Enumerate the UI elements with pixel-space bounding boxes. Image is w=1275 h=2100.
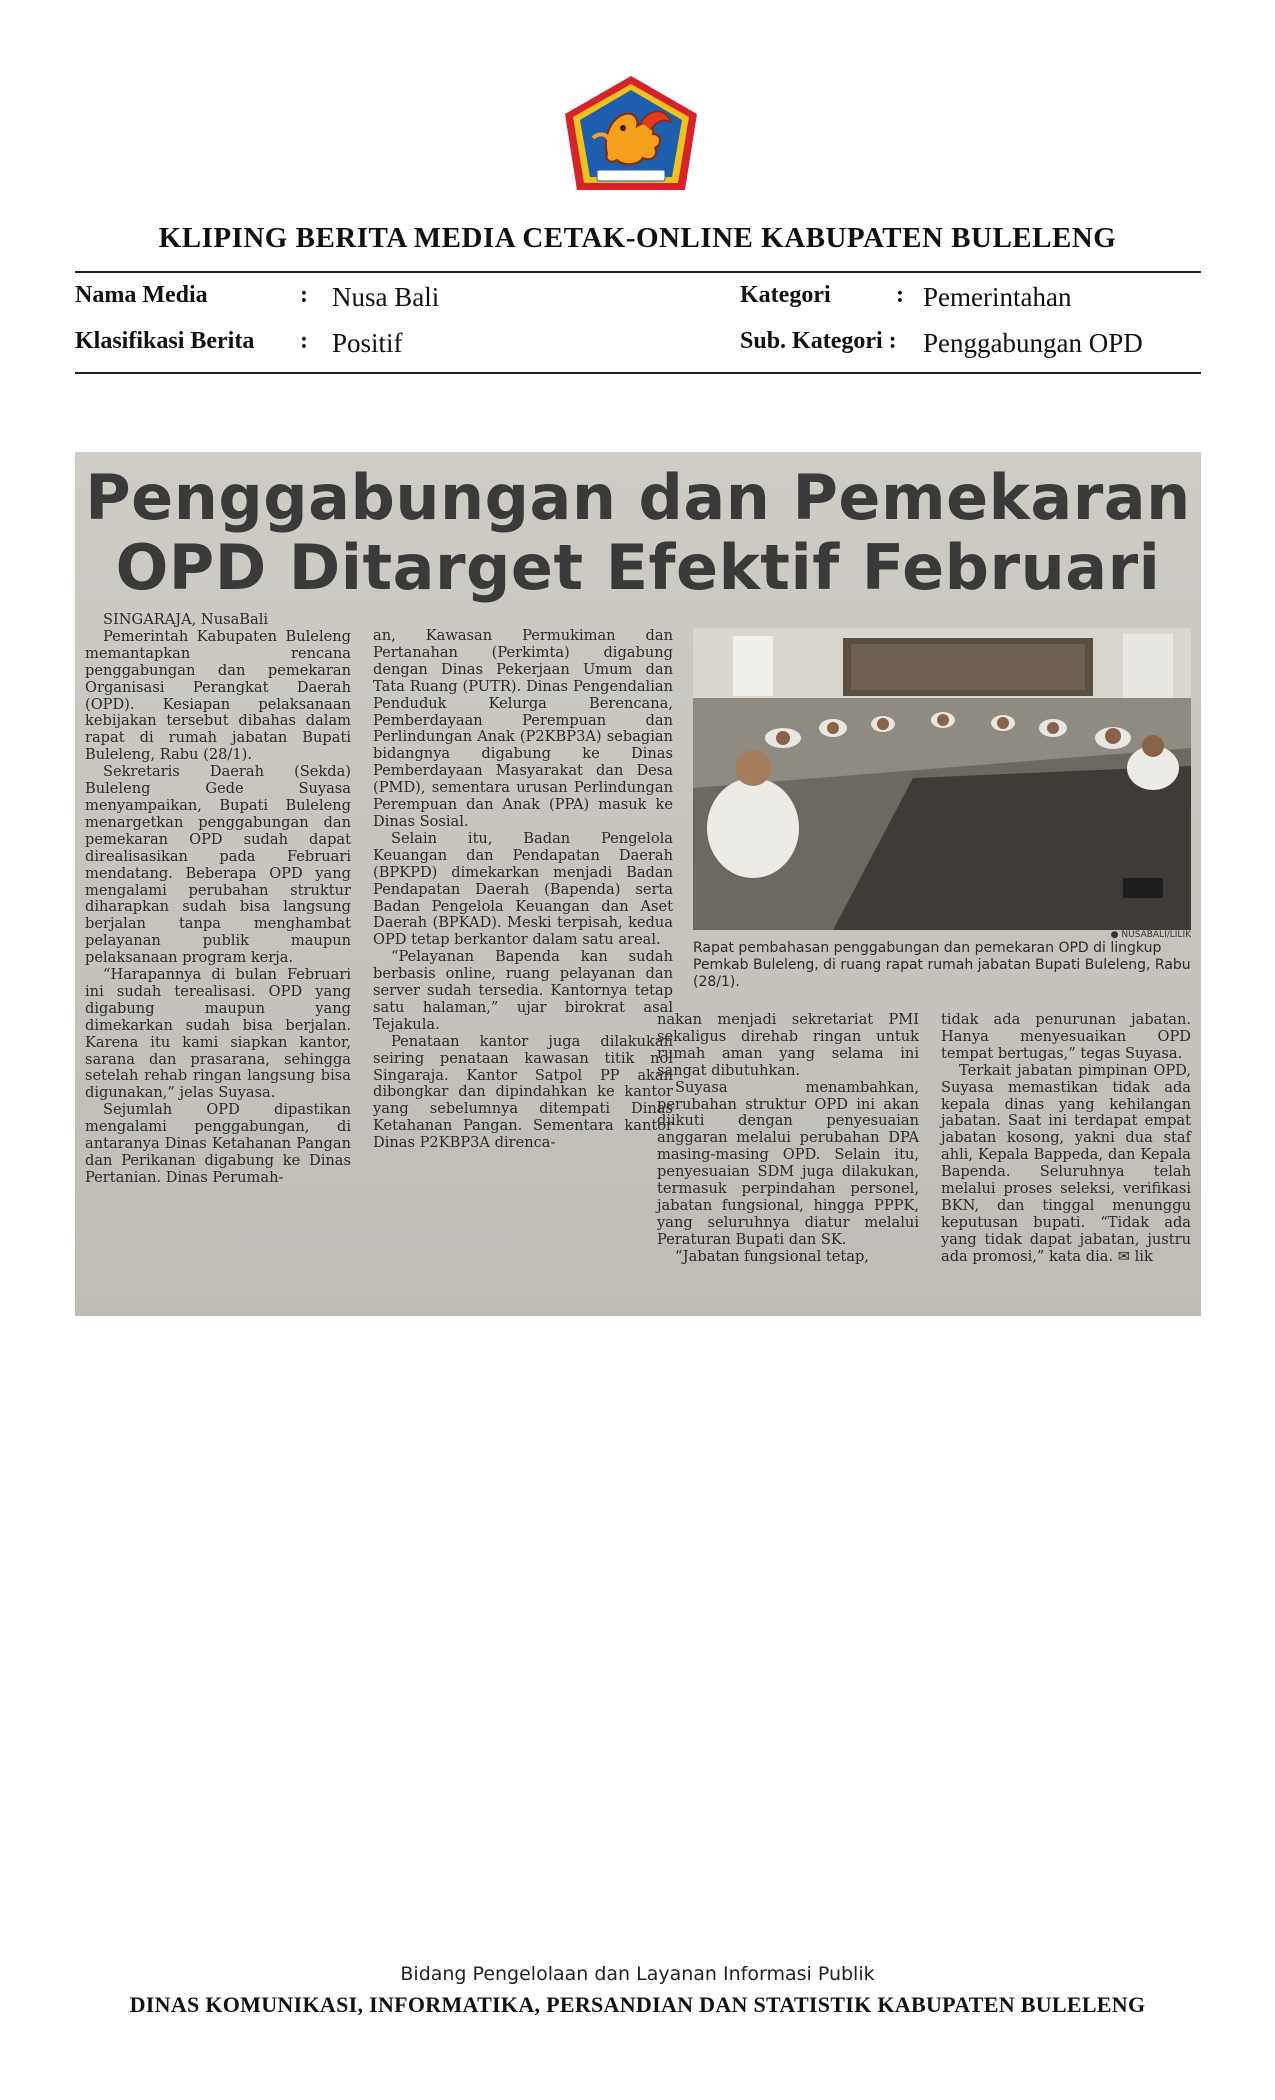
article-column-2	[373, 628, 673, 1152]
media-colon: :	[300, 282, 308, 308]
article-column-3	[657, 1012, 919, 1266]
article-paragraph: Pemerintah Kabupaten Buleleng memantapkan rencana penggabungan dan pemekaran Organisasi Perangkat Daerah (OPD). Kesiapan pelaksanaan kebijakan tersebut dibahas dalam rapat di rumah jabatan Bupati Buleleng, Rabu (28/1).	[85, 627, 351, 764]
newspaper-clipping	[75, 452, 1201, 1316]
kategori-label: Kategori	[740, 282, 831, 308]
footer-division: Bidang Pengelolaan dan Layanan Informasi Publik	[400, 1963, 875, 1985]
buleleng-crest-logo	[563, 74, 699, 202]
article-paragraph: Terkait jabatan pimpinan OPD, Suyasa memastikan tidak ada kepala dinas yang kehilangan jabatan. Saat ini terdapat empat jabatan kosong, yakni dua staf ahli, Kepala Bappeda, dan Kepala Bapenda. Seluruhnya telah melalui proses seleksi, verifikasi BKN, dan tinggal menunggu keputusan bupati. “Tidak ada yang tidak dapat jabatan, justru ada promosi,” kata dia. ✉ lik	[941, 1061, 1191, 1265]
article-column-4	[941, 1012, 1191, 1266]
article-paragraph: an, Kawasan Permukiman dan Pertanahan (Perkimta) digabung dengan Dinas Pekerjaan Umum dan Tata Ruang (PUTR). Dinas Pengendalian Penduduk Kelurga Berencana, Pemberdayaan Perempuan dan Perlindungan Anak (P2KBP3A) sebagian bidangnya digabung ke Dinas Pemberdayaan Masyarakat dan Desa (PMD), sementara urusan Perlindungan Perempuan dan Anak (PPA) masuk ke Dinas Sosial.	[373, 627, 673, 830]
klasifikasi-value: Positif	[332, 328, 403, 358]
media-label: Nama Media	[75, 282, 208, 308]
headline-line-2: OPD Ditarget Efektif Februari	[115, 531, 1161, 604]
klasifikasi-label: Klasifikasi Berita	[75, 328, 255, 354]
footer-agency: DINAS KOMUNIKASI, INFORMATIKA, PERSANDIAN DAN STATISTIK KABUPATEN BULELENG	[129, 1992, 1146, 2017]
document-title: KLIPING BERITA MEDIA CETAK-ONLINE KABUPATEN BULELENG	[158, 222, 1117, 254]
kategori-colon: :	[896, 282, 904, 308]
bottom-divider	[75, 372, 1201, 374]
article-paragraph: “Jabatan fungsional tetap,	[675, 1247, 869, 1265]
subkategori-value: Penggabungan OPD	[923, 328, 1143, 358]
article-paragraph: “Harapannya di bulan Februari ini sudah terealisasi. OPD yang digabung maupun yang dimekarkan sudah bisa berjalan. Karena itu kami siapkan kantor, sarana dan prasarana, sehingga setelah rehab ringan langsung bisa digunakan,” jelas Suyasa.	[85, 966, 351, 1102]
subkategori-label: Sub. Kategori :	[740, 328, 897, 354]
kategori-value: Pemerintahan	[923, 282, 1072, 312]
article-paragraph: “Pelayanan Bapenda kan sudah berbasis online, ruang pelayanan dan server sudah tersedia. Kantornya tetap satu halaman,” ujar birokrat asal Tejakula.	[373, 948, 673, 1033]
article-paragraph: nakan menjadi sekretariat PMI sekaligus direhab ringan untuk rumah aman yang selama ini sangat dibutuhkan.	[657, 1011, 919, 1079]
media-value: Nusa Bali	[332, 282, 440, 312]
article-column-1	[85, 612, 351, 1187]
article-paragraph: Sejumlah OPD dipastikan mengalami penggabungan, di antaranya Dinas Ketahanan Pangan dan Perikanan digabung ke Dinas Pertanian. Dinas Perumah-	[85, 1101, 351, 1186]
photo-credit: ● NUSABALI/LILIK	[1110, 930, 1191, 940]
article-paragraph: Selain itu, Badan Pengelola Keuangan dan Pendapatan Daerah (BPKPD) dimekarkan menjadi Badan Pendapatan Daerah (Bapenda) serta Badan Pengelola Keuangan dan Aset Daerah (BPKAD). Meski terpisah, kedua OPD tetap berkantor dalam satu areal.	[373, 829, 673, 949]
article-paragraph: Penataan kantor juga dilakukan seiring penataan kawasan titik nol Singaraja. Kantor Satpol PP akan dibongkar dan dipindahkan ke kantor yang sebelumnya ditempati Dinas Ketahanan Pangan. Sementara kantor Dinas P2KBP3A direnca-	[373, 1032, 673, 1152]
meeting-photo	[693, 628, 1191, 930]
photo-caption: Rapat pembahasan penggabungan dan pemekaran OPD di lingkup Pemkab Buleleng, di ruang rapat rumah jabatan Bupati Buleleng, Rabu (28/1).	[693, 940, 1191, 990]
article-paragraph: Suyasa menambahkan, perubahan struktur OPD ini akan diikuti dengan penyesuaian anggaran melalui perubahan DPA masing-masing OPD. Selain itu, penyesuaian SDM juga dilakukan, termasuk perpindahan personel, jabatan fungsional, hingga PPPK, yang seluruhnya diatur melalui Peraturan Bupati dan SK.	[657, 1078, 919, 1248]
article-paragraph: tidak ada penurunan jabatan. Hanya menyesuaikan OPD tempat bertugas,” tegas Suyasa.	[941, 1011, 1191, 1062]
article-dateline: SINGARAJA, NusaBali	[103, 611, 269, 628]
headline-line-1: Penggabungan dan Pemekaran	[85, 461, 1191, 534]
klasifikasi-colon: :	[300, 328, 308, 354]
top-divider	[75, 271, 1201, 273]
article-paragraph: Sekretaris Daerah (Sekda) Buleleng Gede Suyasa menyampaikan, Bupati Buleleng menargetkan penggabungan dan pemekaran OPD sudah dapat direalisasikan pada Februari mendatang. Beberapa OPD yang mengalami perubahan struktur diharapkan sudah bisa langsung berjalan tanpa menghambat pelayanan publik maupun pelaksanaan program kerja.	[85, 763, 351, 967]
